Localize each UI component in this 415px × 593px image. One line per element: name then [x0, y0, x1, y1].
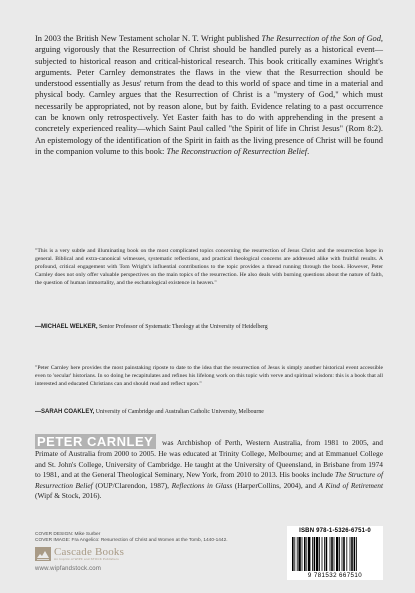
barcode-bar [294, 537, 295, 571]
barcode-bar [308, 537, 310, 571]
barcode-bar [343, 537, 345, 571]
author-name: PETER CARNLEY [35, 434, 156, 449]
endorsement-attribution [35, 324, 385, 331]
bio-book-title: A Kind of Retirement [318, 480, 383, 490]
wright-book-title: The Resurrection of the Son of God [261, 34, 381, 43]
bio-text: (HarperCollins, 2004), and [232, 480, 319, 490]
barcode-bar [351, 537, 353, 571]
barcode-bar [316, 537, 318, 571]
book-description [35, 33, 383, 157]
bio-text: was Archbishop of Perth, Western Australia, from 1981 to 2005, and Primate of Australia from 2000 to 2005. He was educated at Trinity College, Melbourne; and at Emmanuel College and St. John's College, University of Cambridge. He taught at the University of Queensland, in Brisbane from 1974 to 1981, and at the General Theological Seminary, New York, from 2010 to 2013. His books include [35, 438, 383, 479]
endorsement-quote: "This is a very subtle and illuminating book on the most complicated topics concerning the resurrection of Jesus Christ and the resurrection hope in general. Biblical and extra-canonical witnesses, systematic reflections, and practical theological concerns are addressed alike with fruitful results. A profound, critical engagement with Tom Wright's influential contributions to the topic provides a thread running through the book. However, Peter Carnley does not only offer valuable perspectives on the main topics of the resurrection. He also deals with burning questions about the nature of faith, the question of human immortality, and the eschatological existence in heaven." [35, 248, 383, 287]
barcode-bar [336, 537, 338, 571]
publisher-website[interactable]: www.wipfandstock.com [35, 566, 102, 572]
description-text: In 2003 the British New Testament scholar N. T. Wright published [35, 34, 262, 43]
bio-book-title: The Structure of Resurrection Belief [35, 470, 384, 490]
isbn-label: ISBN 978-1-5326-6751-0 [299, 528, 371, 534]
barcode-bar [346, 537, 347, 571]
endorsement-quote: "Peter Carnley here provides the most painstaking riposte to date to the idea that the resurrection of Jesus is simply another historical event accessible even to 'secular' historians. In so doing he recapitulates and refines his lifelong work on this topic with verve and spiritual wisdom: this is a book that all interested and educated Christians can and should read and reflect upon." [35, 365, 383, 388]
barcode-bar [354, 537, 356, 571]
barcode-bar [322, 537, 323, 571]
barcode-bar [326, 537, 328, 571]
barcode-bar [312, 537, 313, 571]
bio-text: (Wipf & Stock, 2016). [35, 491, 102, 500]
barcode-icon [292, 537, 378, 571]
barcode-bar [334, 537, 335, 571]
barcode-bar [298, 537, 300, 571]
endorser-name: —MICHAEL WELKER, [35, 324, 98, 330]
isbn-barcode [287, 526, 383, 580]
barcode-bar [331, 537, 333, 571]
endorser-affiliation: Senior Professor of Systematic Theology at the University of Heidelberg [97, 324, 268, 330]
barcode-bar [356, 537, 357, 571]
cover-image-credit: COVER IMAGE: Fra Angelico: Resurrection of Christ and Women at the Tomb, 1440-1442. [35, 537, 228, 543]
barcode-number: 9 781532 667510 [307, 572, 363, 579]
cover-design-credit: COVER DESIGN: Mike Surber [35, 532, 101, 537]
cover-credits [35, 532, 228, 544]
companion-book-title: The Reconstruction of Resurrection Belief [166, 146, 308, 156]
endorser-affiliation: University of Cambridge and Australian Catholic University, Melbourne [94, 409, 264, 415]
barcode-bar [350, 537, 351, 571]
author-bio [35, 434, 383, 502]
barcode-bar [302, 537, 303, 571]
description-text: . [307, 146, 310, 156]
barcode-bar [324, 537, 325, 571]
description-text: , arguing vigorously that the Resurrection of Christ should be handled purely as a historical event—subjected to historical reason and critical-historical research. This book critically examines Wright's arguments. Peter Carnley demonstrates the flaws in the view that the Resurrection should be understood essentially as Jesus' return from the dead to this world of space and time in a material and physical body. Carnley argues that the Resurrection of Christ is a "mystery of God," which must necessarily be appropriated, not by reason alone, but by faith. Evidence relating to a past occurrence can be known only retrospectively. Yet Easter faith has to do with apprehending in the present a concretely experienced reality—which Saint Paul called "the Spirit of life in Christ Jesus" (Rom 8:2). An epistemology of the identification of the Spirit in faith as the living presence of Christ will be found in the companion volume to this book: [35, 34, 383, 156]
barcode-bar [319, 537, 320, 571]
publisher-subtitle: An Imprint of WIPF and STOCK Publishers [54, 557, 119, 561]
endorser-name: —SARAH COAKLEY, [35, 409, 95, 415]
barcode-bar [297, 537, 298, 571]
barcode-bar [304, 537, 306, 571]
barcode-bar [306, 537, 307, 571]
endorsement-attribution [35, 409, 385, 416]
cascade-logo-icon [35, 547, 51, 561]
publisher-wordmark [54, 547, 124, 561]
publisher-name: Cascade Books [54, 546, 125, 558]
bio-book-title: Reflections in Glass [171, 480, 233, 490]
barcode-bar [292, 537, 294, 571]
publisher-logo [35, 547, 165, 561]
barcode-bar [342, 537, 343, 571]
barcode-bar [339, 537, 340, 571]
bio-text: (OUP/Clarendon, 1987), [92, 480, 172, 490]
barcode-bar [330, 537, 331, 571]
barcode-bar [314, 537, 316, 571]
